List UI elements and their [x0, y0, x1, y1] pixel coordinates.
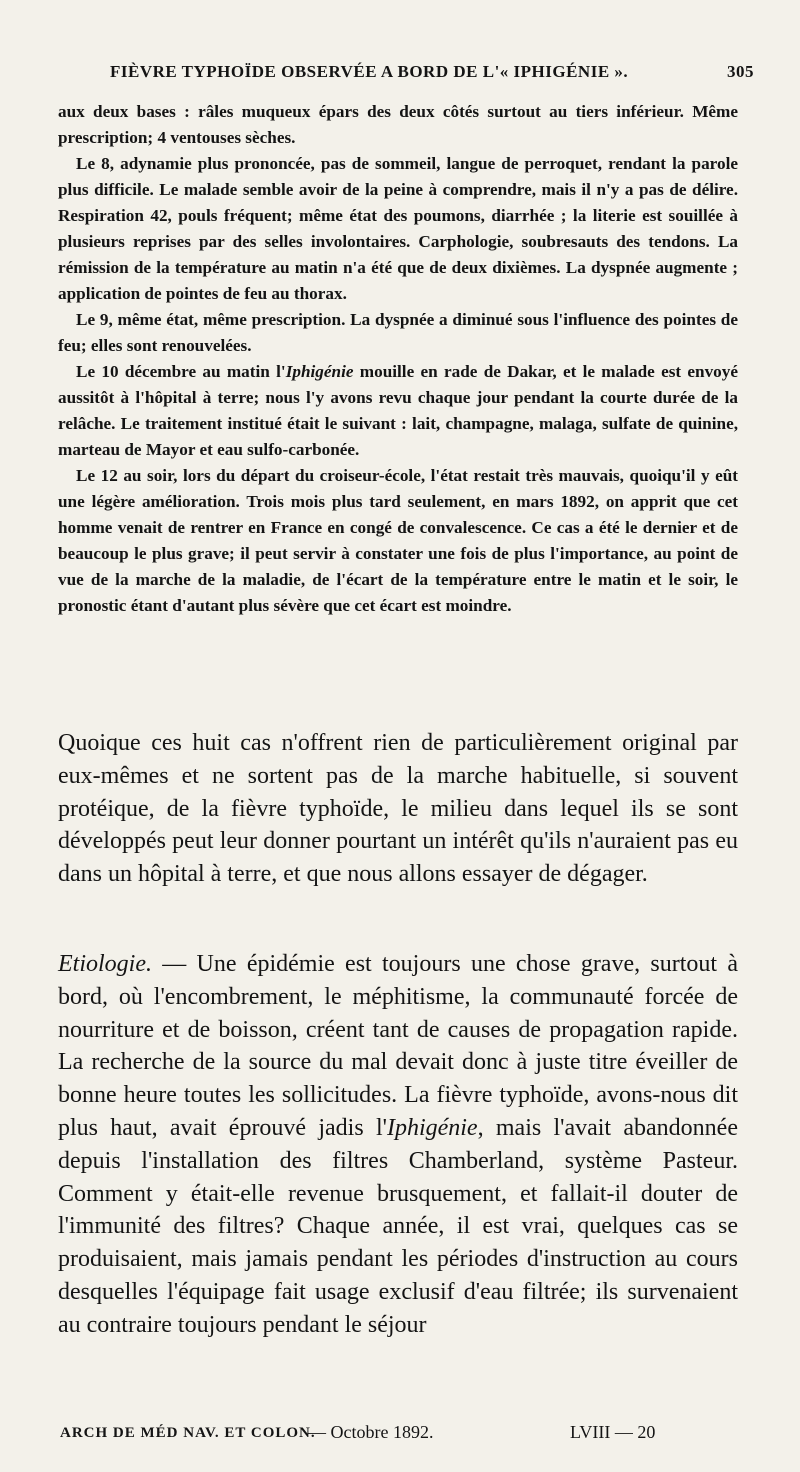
- summary-block: [58, 727, 738, 891]
- page-number: 305: [727, 62, 754, 81]
- volume-signature: LVIII — 20: [570, 1422, 656, 1442]
- issue-date: — Octobre 1892.: [308, 1422, 434, 1442]
- day-10-text-a: Le 10 décembre au matin l': [76, 362, 286, 381]
- paragraph-continued: aux deux bases : râles muqueux épars des deux côtés surtout au tiers inférieur. Même prescription; 4 ventouses sèches.: [58, 102, 738, 147]
- etiology-text-b: , mais l'avait abandonnée depuis l'installation des filtres Chamberland, système Pasteur. Comment y était-elle revenue brusquement, et fallait-il douter de l'immunité des filtres? Chaque année, il est vrai, quelques cas se produisaient, mais jamais pendant les périodes d'instruction au cours desquelles l'équipage fait usage exclusif d'eau filtrée; ils survenaient au contraire toujours pendant le séjour: [58, 1114, 738, 1338]
- running-title: FIÈVRE TYPHOÏDE OBSERVÉE A BORD DE L'« IPHIGÉNIE ».: [110, 62, 629, 81]
- ship-name: Iphigénie: [285, 362, 354, 381]
- running-header: [110, 62, 754, 82]
- section-heading: Etiologie.: [58, 951, 152, 977]
- day-10-text-b: mouille en rade de Dakar, et le malade est envoyé aussitôt à l'hôpital à terre; nous l'y avons revu chaque jour pendant la courte durée de la relâche. Le traitement institué était le suivant : lait, champagne, malaga, sulfate de quinine, marteau de Mayor et eau sulfo-carbonée.: [58, 362, 738, 459]
- etiology-block: [58, 948, 738, 1342]
- etiology-text-a: — Une épidémie est toujours une chose grave, surtout à bord, où l'encombrement, le méphitisme, la communauté forcée de nourriture et de boisson, créent tant de causes de propagation rapide. La recherche de la source du mal devait donc à juste titre éveiller de bonne heure toutes les sollicitudes. La fièvre typhoïde, avons-nous dit plus haut, avait éprouvé jadis l': [58, 951, 738, 1141]
- ship-name: Iphigénie: [386, 1114, 478, 1141]
- paragraph-day-9: Le 9, même état, même prescription. La dyspnée a diminué sous l'influence des pointes de feu; elles sont renouvelées.: [58, 310, 738, 355]
- paragraph-day-10: [58, 359, 738, 463]
- summary-paragraph: Quoique ces huit cas n'offrent rien de particulièrement original par eux-mêmes et ne sortent pas de la marche habituelle, si souvent protéique, de la fièvre typhoïde, le milieu dans lequel ils se sont développés peut leur donner pourtant un intérêt qu'ils n'auraient pas eu dans un hôpital à terre, et que nous allons essayer de dégager.: [58, 730, 738, 888]
- paragraph-day-8: Le 8, adynamie plus prononcée, pas de sommeil, langue de perroquet, rendant la parole plus difficile. Le malade semble avoir de la peine à comprendre, mais il n'y a pas de délire. Respiration 42, pouls fréquent; même état des poumons, diarrhée ; la literie est souillée à plusieurs reprises par des selles involontaires. Carphologie, soubresauts des tendons. La rémission de la température au matin n'a été que de deux dixièmes. La dyspnée augmente ; application de pointes de feu au thorax.: [58, 154, 738, 303]
- case-notes-block: [58, 99, 738, 619]
- paragraph-day-12: Le 12 au soir, lors du départ du croiseur-école, l'état restait très mauvais, quoiqu'il y eût une légère amélioration. Trois mois plus tard seulement, en mars 1892, on apprit que cet homme venait de rentrer en France en congé de convalescence. Ce cas a été le dernier et de beaucoup le plus grave; il peut servir à constater une fois de plus l'importance, au point de vue de la marche de la maladie, de l'écart de la température entre le matin et le soir, le pronostic étant d'autant plus sévère que cet écart est moindre.: [58, 466, 738, 615]
- journal-name: ARCH DE MÉD NAV. ET COLON.: [60, 1425, 316, 1441]
- etiology-paragraph: [58, 948, 738, 1342]
